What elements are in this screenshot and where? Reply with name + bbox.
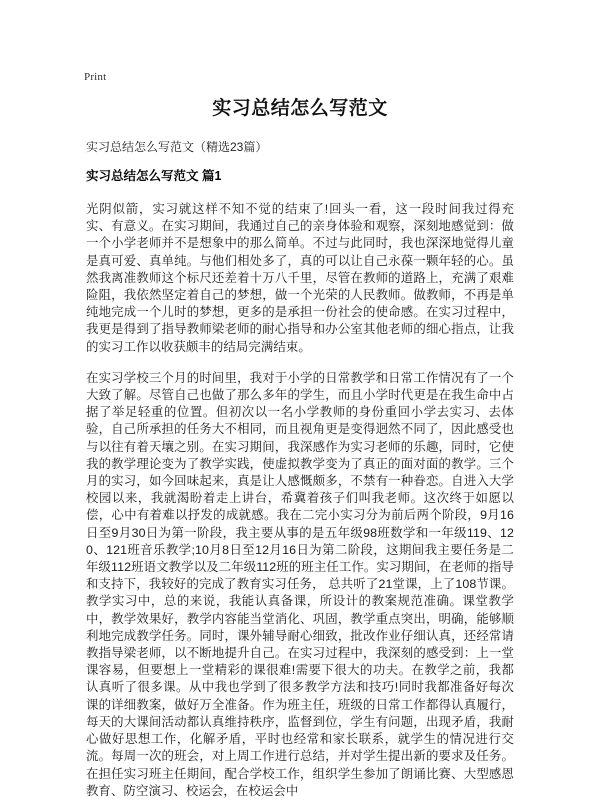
section-heading: 实习总结怎么写范文 篇1 (86, 169, 222, 183)
document-subtitle: 实习总结怎么写范文（精选23篇） (86, 140, 268, 154)
body-paragraph: 在实习学校三个月的时间里，我对于小学的日常教学和日常工作情况有了一个大致了解。尽管自己也做了那么多年的学生，而且小学时代更是在我生命中占据了举足轻重的位置。但初次以一名小学教师的身份重回小学去实习、去体验，自己所承担的任务大不相同，而且视角更是变得迥然不同了，因此感受也与以往有着天壤之别。在实习期间，我深感作为实习老师的乐趣，同时，它使我的教学理论变为了教学实践，使虚拟教学变为了真正的面对面的教学。三个月的实习，如今回味起来，真是让人感慨颇多，不禁有一种眷恋。自进入大学校园以来，我就渴盼着走上讲台，希冀着孩子们叫我老师。这次终于如愿以偿，心中有着难以抒发的成就感。我在二完小实习分为前后两个阶段，9月16日至9月30日为第一阶段，我主要从事的是五年级98班数学和一年级119、120、121班音乐教学;10月8日至12月16日为第二阶段，这期间我主要任务是二年级112班语文教学以及二年级112班的班主任工作。实习期间，在老师的指导和支持下，我较好的完成了教育实习任务， 总共听了21堂课，上了108节课。教学实习中，总的来说，我能认真备课，所设计的教案规范准确。课堂教学中，教学效果好，教学内容能当堂消化、巩固，教学重点突出，明确，能够顺利地完成教学任务。同时，课外辅导耐心细致，批改作业仔细认真，还经常请教指导梁老师，以不断地提升自己。在实习过程中，我深刻的感受到：上一堂课容易，但要想上一堂精彩的课很难!需要下很大的功夫。在教学之前，我都认真听了很多课。从中我也学到了很多教学方法和技巧!同时我都准备好每次课的详细教案，做好万全准备。作为班主任，班级的日常工作都得认真履行，每天的大课间活动都认真维持秩序，监督到位，学生有问题，出现矛盾，我耐心做好思想工作，化解矛盾，平时也经常和家长联系，就学生的情况进行交流。每周一次的班会，对上周工作进行总结，并对学生提出新的要求及任务。在担任实习班主任期间，配合学校工作，组织学生参加了朗诵比赛、大型感恩教育、防空演习、校运会，在校运会中 (86, 370, 514, 798)
body-paragraph: 光阴似箭，实习就这样不知不觉的结束了!回头一看，这一段时间我过得充实、有意义。在实习期间，我通过自己的亲身体验和观察，深刻地感觉到：做一个小学老师并不是想象中的那么简单。不过与此同时，我也深深地觉得儿童是真可爱、真单纯。与他们相处多了，真的可以让自己永葆一颗年轻的心。虽然我离准教师这个标尺还差着十万八千里，尽管在教师的道路上，充满了艰难险阻，我依然坚定着自己的梦想，做一个光荣的人民教师。做教师，不再是单纯地完成一个儿时的梦想，更多的是承担一份社会的使命感。在实习过程中，我更是得到了指导教师梁老师的耐心指导和办公室其他老师的细心指点，让我的实习工作以收获颇丰的结局完满结束。 (86, 202, 514, 354)
print-button[interactable]: Print (84, 71, 107, 83)
page-title: 实习总结怎么写范文 (212, 98, 388, 119)
document-content (86, 96, 514, 800)
